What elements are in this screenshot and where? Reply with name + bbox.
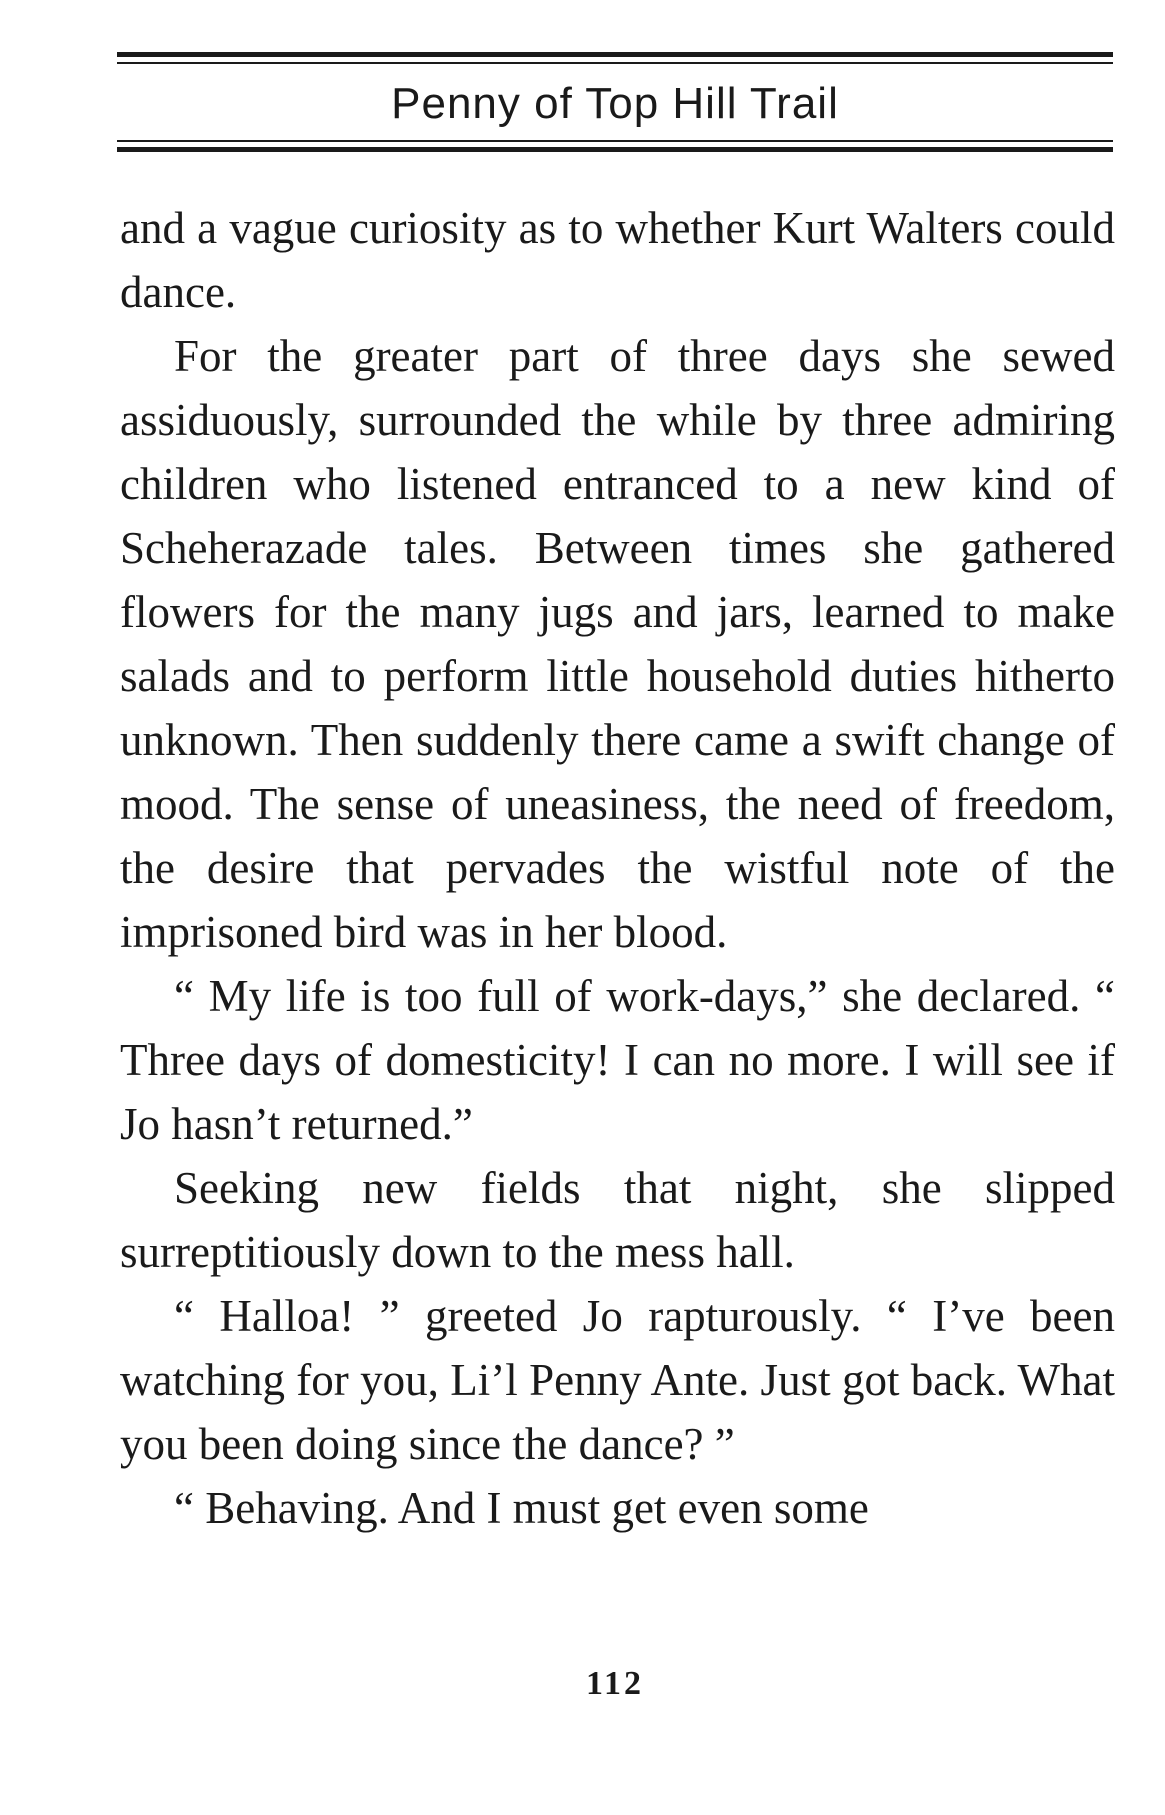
paragraph: “ Halloa! ” greeted Jo rapturously. “ I’ve been watching for you, Li’l Penny Ante. Just got back. What you been doing since the dance? ” [120, 1291, 1115, 1469]
paragraph: “ My life is too full of work-days,” she declared. “ Three days of domesticity! I can no more. I will see if Jo hasn’t returned.” [120, 971, 1115, 1149]
header-rule-thin [117, 62, 1113, 64]
page-number: 112 [585, 1665, 645, 1702]
running-head: Penny of Top Hill Trail [391, 79, 839, 128]
paragraph: Seeking new fields that night, she slipped surreptitiously down to the mess hall. [120, 1163, 1115, 1277]
paragraph: For the greater part of three days she sewed assiduously, surrounded the while by three admiring children who listened entranced to a new kind of Scheherazade tales. Between times she gathered flowers for the many jugs and jars, learned to make salads and to perform little household duties hitherto unknown. Then suddenly there came a swift change of mood. The sense of uneasiness, the need of freedom, the desire that pervades the wistful note of the imprisoned bird was in her blood. [120, 331, 1115, 957]
paragraph: “ Behaving. And I must get even some [174, 1483, 869, 1533]
paragraph: and a vague curiosity as to whether Kurt Walters could dance. [120, 203, 1115, 317]
header-rules-bottom [117, 140, 1113, 152]
header-rule-thick [117, 147, 1113, 152]
header-rules-top [117, 52, 1113, 64]
body-text [120, 196, 1115, 1540]
